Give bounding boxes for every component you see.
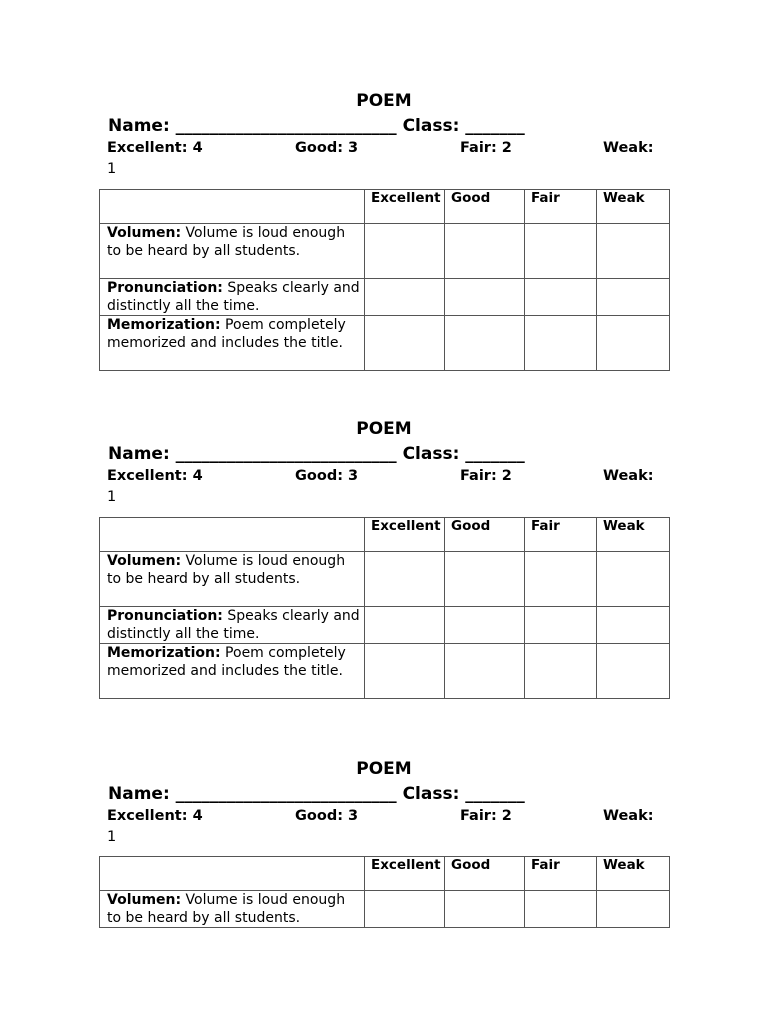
criterion-description: Speaks clearly and distinctly all the time. <box>107 608 360 642</box>
table-header-row <box>100 857 670 891</box>
criterion-description: Volume is loud enough to be heard by all students. <box>107 225 346 259</box>
header-good: Good <box>445 857 525 891</box>
scale-excellent: Excellent: 4 <box>107 468 203 484</box>
rubric-block-1 <box>0 91 768 376</box>
header-weak: Weak <box>597 518 670 552</box>
criterion-name: Pronunciation: <box>107 280 223 296</box>
scale-good: Good: 3 <box>295 140 359 156</box>
table-row <box>100 224 670 279</box>
score-cell-fair[interactable] <box>525 224 597 279</box>
criterion-description: Poem completely memorized and includes the title. <box>107 317 346 351</box>
scale-fair: Fair: 2 <box>460 808 512 824</box>
score-cell-fair[interactable] <box>525 552 597 607</box>
score-cell-excellent[interactable] <box>365 607 445 644</box>
score-cell-excellent[interactable] <box>365 316 445 371</box>
score-cell-weak[interactable] <box>597 891 670 928</box>
form-title: POEM <box>356 419 412 439</box>
scale-weak: Weak: <box>603 140 654 156</box>
scale-excellent: Excellent: 4 <box>107 140 203 156</box>
table-row <box>100 316 670 371</box>
criterion-name: Volumen: <box>107 553 182 569</box>
header-excellent: Excellent <box>365 857 445 891</box>
score-cell-fair[interactable] <box>525 316 597 371</box>
score-cell-weak[interactable] <box>597 644 670 699</box>
score-cell-excellent[interactable] <box>365 644 445 699</box>
rubric-block-2 <box>0 419 768 704</box>
header-weak: Weak <box>597 857 670 891</box>
rubric-table <box>99 517 670 699</box>
criterion-cell <box>100 279 365 316</box>
criterion-cell <box>100 607 365 644</box>
header-fair: Fair <box>525 857 597 891</box>
score-cell-fair[interactable] <box>525 891 597 928</box>
criterion-cell <box>100 224 365 279</box>
criterion-description: Speaks clearly and distinctly all the time. <box>107 280 360 314</box>
name-class-line: Name: __________________________ Class: _______ <box>108 784 525 804</box>
name-class-line: Name: __________________________ Class: _______ <box>108 444 525 464</box>
score-cell-weak[interactable] <box>597 279 670 316</box>
rubric-table <box>99 856 670 928</box>
criterion-name: Pronunciation: <box>107 608 223 624</box>
table-row <box>100 552 670 607</box>
score-cell-good[interactable] <box>445 279 525 316</box>
criterion-name: Memorization: <box>107 317 221 333</box>
score-cell-weak[interactable] <box>597 316 670 371</box>
scale-weak: Weak: <box>603 468 654 484</box>
score-cell-good[interactable] <box>445 891 525 928</box>
criterion-name: Volumen: <box>107 225 182 241</box>
name-class-line: Name: __________________________ Class: _______ <box>108 116 525 136</box>
score-cell-good[interactable] <box>445 607 525 644</box>
criterion-name: Memorization: <box>107 645 221 661</box>
score-cell-good[interactable] <box>445 644 525 699</box>
scale-weak-value: 1 <box>107 489 117 505</box>
table-row <box>100 607 670 644</box>
scale-weak-value: 1 <box>107 161 117 177</box>
criterion-cell <box>100 644 365 699</box>
score-cell-weak[interactable] <box>597 607 670 644</box>
table-header-row <box>100 518 670 552</box>
table-row <box>100 891 670 928</box>
criterion-description: Poem completely memorized and includes the title. <box>107 645 346 679</box>
table-row <box>100 644 670 699</box>
score-cell-good[interactable] <box>445 316 525 371</box>
header-fair: Fair <box>525 518 597 552</box>
criterion-description: Volume is loud enough to be heard by all students. <box>107 892 346 926</box>
scale-good: Good: 3 <box>295 808 359 824</box>
form-title: POEM <box>356 91 412 111</box>
score-cell-fair[interactable] <box>525 279 597 316</box>
score-cell-weak[interactable] <box>597 224 670 279</box>
rubric-table <box>99 189 670 371</box>
scale-weak-value: 1 <box>107 829 117 845</box>
score-cell-excellent[interactable] <box>365 224 445 279</box>
table-header-row <box>100 190 670 224</box>
criterion-description: Volume is loud enough to be heard by all students. <box>107 553 346 587</box>
header-weak: Weak <box>597 190 670 224</box>
header-excellent: Excellent <box>365 518 445 552</box>
header-excellent: Excellent <box>365 190 445 224</box>
scale-excellent: Excellent: 4 <box>107 808 203 824</box>
score-cell-excellent[interactable] <box>365 279 445 316</box>
criterion-cell <box>100 316 365 371</box>
score-cell-good[interactable] <box>445 224 525 279</box>
rubric-block-3 <box>0 759 768 929</box>
score-cell-fair[interactable] <box>525 644 597 699</box>
scale-fair: Fair: 2 <box>460 468 512 484</box>
score-cell-excellent[interactable] <box>365 891 445 928</box>
header-blank <box>100 857 365 891</box>
criterion-cell <box>100 552 365 607</box>
header-fair: Fair <box>525 190 597 224</box>
table-row <box>100 279 670 316</box>
score-cell-weak[interactable] <box>597 552 670 607</box>
criterion-name: Volumen: <box>107 892 182 908</box>
scale-good: Good: 3 <box>295 468 359 484</box>
header-blank <box>100 518 365 552</box>
form-title: POEM <box>356 759 412 779</box>
header-good: Good <box>445 518 525 552</box>
score-cell-good[interactable] <box>445 552 525 607</box>
score-cell-excellent[interactable] <box>365 552 445 607</box>
score-cell-fair[interactable] <box>525 607 597 644</box>
header-blank <box>100 190 365 224</box>
header-good: Good <box>445 190 525 224</box>
criterion-cell <box>100 891 365 928</box>
scale-fair: Fair: 2 <box>460 140 512 156</box>
scale-weak: Weak: <box>603 808 654 824</box>
